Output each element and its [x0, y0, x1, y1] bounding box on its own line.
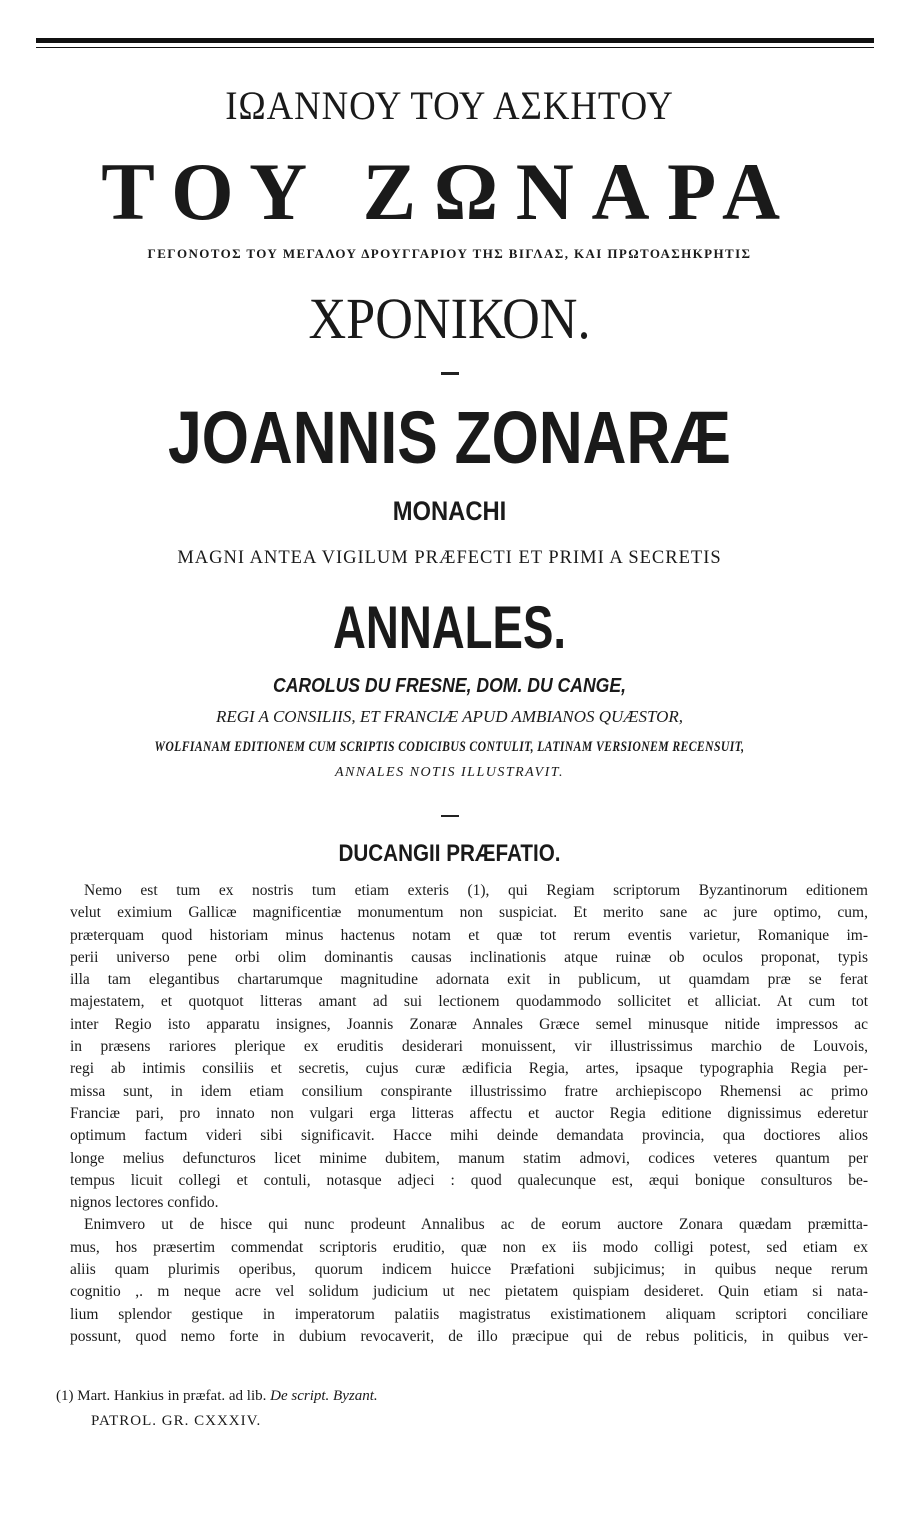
greek-name-line: ΤΟΥ ΖΩΝΑΡΑ: [101, 146, 798, 237]
patrologia-reference: PATROL. GR. CXXXIV.: [91, 1413, 262, 1429]
text-line: lium splendor gestique in imperatorum palatiis magistratus existimationem aliquam scriptori conciliare: [70, 1305, 868, 1323]
text-line: aliis quam plurimis operibus, quorum indicem huicce Præfationi subjicimus; in quibus neque rerum: [70, 1261, 868, 1279]
text-line: Franciæ pari, pro innato non vulgari erga litteras affectu et auctor Regia editione dignissimus ederetur: [70, 1104, 868, 1122]
text-line: Enimvero ut de hisce qui nunc prodeunt Annalibus ac de eorum auctore Zonara quædam præmitta-: [84, 1216, 868, 1234]
text-line: possunt, quod nemo forte in dubium revocaverit, de illo præcipue qui de rebus politicis, in quibus ver-: [70, 1327, 868, 1345]
text-line: tempus licuit collegi et contuli, notasque adjeci : quod qualecunque est, æqui bonique consulturos be-: [70, 1171, 868, 1189]
text-line: optimum factum videri sibi significavit. Hacce mihi deinde demandata provincia, qua doctiores alios: [70, 1127, 868, 1145]
footnote-line: [56, 1384, 756, 1409]
section-divider: [441, 815, 459, 817]
editor-notes-line: ANNALES NOTIS ILLUSTRAVIT.: [334, 765, 564, 780]
footnote-work: De script. Byzant.: [270, 1388, 378, 1404]
top-rule-thin: [36, 47, 874, 48]
footnote: [56, 1384, 756, 1434]
latin-office-line: MAGNI ANTEA VIGILUM PRÆFECTI ET PRIMI A SECRETIS: [177, 548, 722, 568]
text-line: missa sunt, in idem etiam consilium conspirante illustrissimo fratre archiepiscopo Rhemensi ac primo: [70, 1082, 868, 1100]
text-line: Nemo est tum ex nostris tum etiam exteris (1), qui Regiam scriptorum Byzantinorum editionem: [84, 882, 868, 899]
greek-author-line: ΙΩΑΝΝΟΥ ΤΟΥ ΑΣΚΗΤΟΥ: [225, 83, 674, 128]
text-line: longe melius defuncturos licet minime dubitem, manum statim admovi, codices veteres quantum per: [70, 1149, 868, 1167]
top-rule-thick: [36, 38, 874, 43]
text-line: illa tam elegantibus chartarumque magnitudine adornata exit in publicum, ut quamdam præ se ferat: [70, 971, 868, 989]
editor-work-line: WOLFIANAM EDITIONEM CUM SCRIPTIS CODICIBUS CONTULIT, LATINAM VERSIONEM RECENSUIT,: [154, 739, 745, 755]
section-heading: DUCANGII PRÆFATIO.: [338, 840, 561, 867]
latin-work-title: ANNALES.: [332, 594, 567, 661]
footnote-reference: (1) Mart. Hankius in præfat. ad lib.: [56, 1388, 267, 1404]
text-line: cognitio ,. m neque acre vel solidum judicium ut nec pietatem quispiam desideret. Quin etiam si nata-: [70, 1283, 868, 1301]
latin-monachi: MONACHI: [392, 496, 507, 526]
editor-office: REGI A CONSILIIS, ET FRANCIÆ APUD AMBIANOS QUÆSTOR,: [215, 707, 684, 726]
text-line: inter Regio isto apparatu insignes, Joannis Zonaræ Annales Græce semel minusque nitide impressos ac: [70, 1015, 868, 1033]
paragraph-1: [56, 880, 868, 1214]
text-line: mus, hos præsertim commendat scriptoris eruditio, quæ non ex iis modo colligi potest, sed etiam ex: [70, 1238, 868, 1256]
editor-name: CAROLUS DU FRESNE, DOM. DU CANGE,: [273, 675, 626, 697]
greek-titles-line: ΓΕΓΟΝΟΤΟΣ ΤΟΥ ΜΕΓΑΛΟΥ ΔΡΟΥΓΓΑΡΙΟΥ ΤΗΣ ΒΙΓΛΑΣ, ΚΑΙ ΠΡΩΤΟΑΣΗΚΡΗΤΙΣ: [147, 246, 752, 261]
preface-body: [56, 880, 868, 1348]
paragraph-2: [56, 1214, 868, 1348]
title-divider: [441, 372, 459, 375]
text-line: in præsens rariores plerique ex eruditis desiderari monuissent, vir illustrissimus marchio de Louvois,: [70, 1038, 868, 1056]
text-line: majestatem, et quotquot litteras amant ad sui lectionem quodammodo sollicitet et alliciat. At cum tot: [70, 993, 868, 1011]
text-line: præterquam quod historiam minus hactenus notam et quæ tot rerum eventis varietur, Romanique im-: [70, 926, 868, 944]
greek-work-title: ΧΡΟΝΙΚΟΝ.: [308, 286, 591, 351]
latin-author-name: JOANNIS ZONARÆ: [167, 396, 732, 479]
text-line: regi ab intimis consiliis et secretis, cujus curæ ædificia Regia, artes, ipsaque typographia Regia per-: [70, 1060, 868, 1078]
text-line: perii universo pene orbi olim dominantis causas inclinationis atque ruinæ ob oculos proponat, typis: [70, 948, 868, 966]
text-line: velut eximium Gallicæ magnificentiæ monumentum non suspiciat. Et merito sane ac jure optimo, cum,: [70, 904, 868, 922]
text-line: nignos lectores confido.: [70, 1194, 219, 1212]
